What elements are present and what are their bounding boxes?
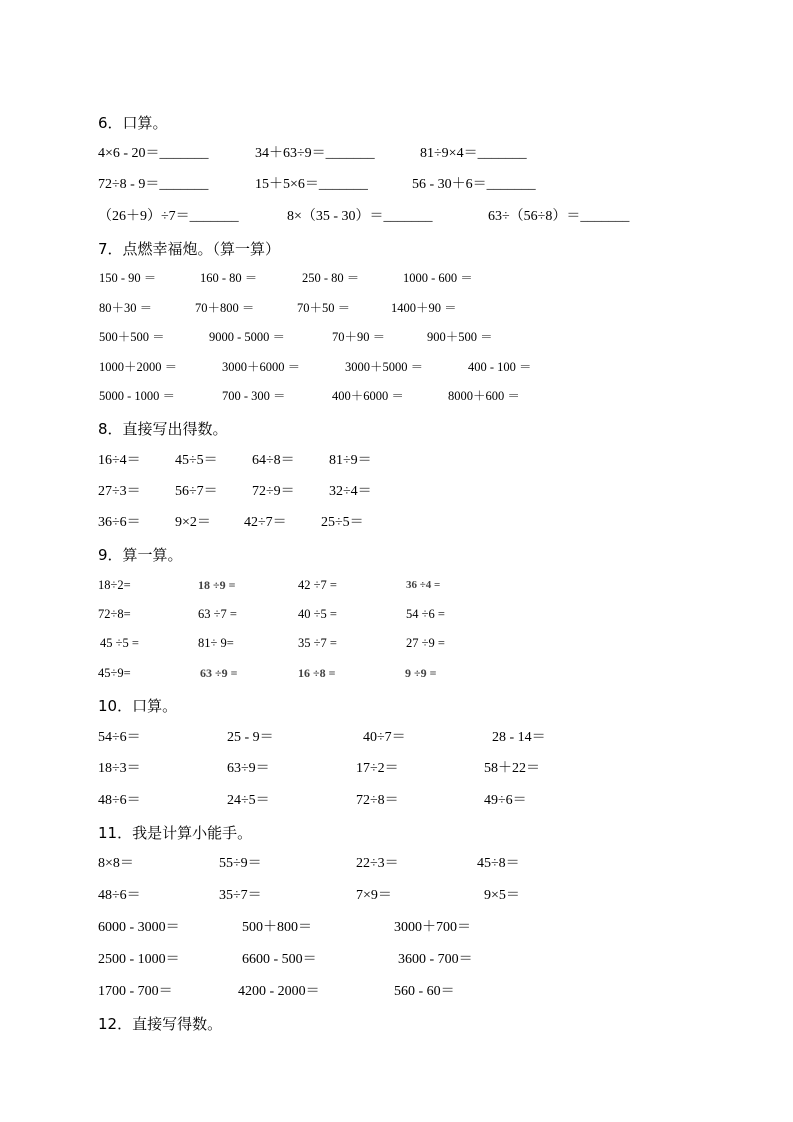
problem: 27 ÷9 = bbox=[406, 636, 445, 650]
section-10-row bbox=[0, 760, 793, 778]
problem: 150 - 90 ＝ bbox=[99, 271, 157, 285]
problem: 34＋63÷9＝_______ bbox=[255, 146, 375, 161]
problem: 8000＋600 ＝ bbox=[448, 389, 520, 403]
problem: 18 ÷9 = bbox=[198, 578, 236, 592]
problem: 2500 - 1000＝ bbox=[98, 952, 180, 967]
problem: 500＋500 ＝ bbox=[99, 330, 165, 344]
problem: 9000 - 5000 ＝ bbox=[209, 330, 286, 344]
problem: 64÷8＝ bbox=[252, 453, 295, 468]
problem: 36 ÷4 = bbox=[406, 579, 441, 591]
section-8-row bbox=[0, 483, 793, 501]
problem: （26＋9）÷7＝_______ bbox=[98, 209, 239, 224]
problem: 49÷6＝ bbox=[484, 793, 527, 808]
problem: 1400＋90 ＝ bbox=[391, 301, 457, 315]
problem: 32÷4＝ bbox=[329, 484, 372, 499]
problem: 63 ÷9 = bbox=[200, 666, 238, 680]
problem: 1000 - 600 ＝ bbox=[403, 271, 473, 285]
problem: 250 - 80 ＝ bbox=[302, 271, 360, 285]
section-10-heading: 10．口算。 bbox=[98, 697, 178, 715]
problem: 48÷6＝ bbox=[98, 793, 141, 808]
problem: 7×9＝ bbox=[356, 888, 392, 903]
section-7-row bbox=[0, 387, 793, 405]
problem: 54 ÷6 = bbox=[406, 607, 445, 621]
problem: 16÷4＝ bbox=[98, 453, 141, 468]
section-6-row bbox=[0, 208, 793, 226]
problem: 3000＋6000 ＝ bbox=[222, 360, 301, 374]
problem: 48÷6＝ bbox=[98, 888, 141, 903]
problem: 81÷9＝ bbox=[329, 453, 372, 468]
section-7-row bbox=[0, 358, 793, 376]
problem: 22÷3＝ bbox=[356, 856, 399, 871]
problem: 6600 - 500＝ bbox=[242, 952, 317, 967]
problem: 4×6 - 20＝_______ bbox=[98, 146, 209, 161]
problem: 42÷7＝ bbox=[244, 515, 287, 530]
section-11-row bbox=[0, 951, 793, 969]
section-7-heading: 7．点燃幸福炮。（算一算） bbox=[98, 240, 281, 258]
section-10-row bbox=[0, 729, 793, 747]
section-11-row bbox=[0, 919, 793, 937]
problem: 1000＋2000 ＝ bbox=[99, 360, 178, 374]
problem: 700 - 300 ＝ bbox=[222, 389, 286, 403]
problem: 63÷（56÷8）＝_______ bbox=[488, 209, 630, 224]
problem: 45÷5＝ bbox=[175, 453, 218, 468]
problem: 35÷7＝ bbox=[219, 888, 262, 903]
section-9-heading: 9．算一算。 bbox=[98, 546, 183, 564]
problem: 6000 - 3000＝ bbox=[98, 920, 180, 935]
problem: 27÷3＝ bbox=[98, 484, 141, 499]
section-8-row bbox=[0, 514, 793, 532]
section-10-row bbox=[0, 792, 793, 810]
problem: 81÷9×4＝_______ bbox=[420, 146, 527, 161]
problem: 5000 - 1000 ＝ bbox=[99, 389, 176, 403]
problem: 160 - 80 ＝ bbox=[200, 271, 258, 285]
problem: 54÷6＝ bbox=[98, 730, 141, 745]
problem: 17÷2＝ bbox=[356, 761, 399, 776]
section-6-row bbox=[0, 176, 793, 194]
problem: 900＋500 ＝ bbox=[427, 330, 493, 344]
section-9-row bbox=[0, 576, 793, 594]
section-9-row bbox=[0, 605, 793, 623]
problem: 25÷5＝ bbox=[321, 515, 364, 530]
problem: 9 ÷9 = bbox=[405, 666, 437, 680]
section-9-row bbox=[0, 634, 793, 652]
section-7-row bbox=[0, 269, 793, 287]
problem: 8×（35 - 30）＝_______ bbox=[287, 209, 433, 224]
problem: 72÷8= bbox=[98, 607, 131, 621]
problem: 58＋22＝ bbox=[484, 761, 540, 776]
section-11-row bbox=[0, 855, 793, 873]
problem: 3600 - 700＝ bbox=[398, 952, 473, 967]
problem: 9×2＝ bbox=[175, 515, 211, 530]
problem: 18÷3＝ bbox=[98, 761, 141, 776]
problem: 63÷9＝ bbox=[227, 761, 270, 776]
problem: 70＋800 ＝ bbox=[195, 301, 255, 315]
problem: 40÷7＝ bbox=[363, 730, 406, 745]
problem: 63 ÷7 = bbox=[198, 607, 237, 621]
problem: 40 ÷5 = bbox=[298, 607, 337, 621]
problem: 28 - 14＝ bbox=[492, 730, 546, 745]
problem: 15＋5×6＝_______ bbox=[255, 177, 368, 192]
section-11-row bbox=[0, 983, 793, 1001]
section-11-heading: 11．我是计算小能手。 bbox=[98, 824, 253, 842]
problem: 8×8＝ bbox=[98, 856, 134, 871]
problem: 80＋30 ＝ bbox=[99, 301, 153, 315]
problem: 72÷8＝ bbox=[356, 793, 399, 808]
problem: 81÷ 9= bbox=[198, 636, 234, 650]
problem: 3000＋700＝ bbox=[394, 920, 471, 935]
section-12-heading: 12．直接写得数。 bbox=[98, 1015, 223, 1033]
problem: 45 ÷5 = bbox=[100, 636, 139, 650]
problem: 42 ÷7 = bbox=[298, 578, 337, 592]
problem: 56 - 30＋6＝_______ bbox=[412, 177, 536, 192]
problem: 45÷9= bbox=[98, 666, 131, 680]
problem: 500＋800＝ bbox=[242, 920, 312, 935]
problem: 16 ÷8 = bbox=[298, 666, 336, 680]
problem: 45÷8＝ bbox=[477, 856, 520, 871]
section-8-row bbox=[0, 452, 793, 470]
section-9-row bbox=[0, 664, 793, 682]
problem: 18÷2= bbox=[98, 578, 131, 592]
section-8-heading: 8．直接写出得数。 bbox=[98, 420, 228, 438]
section-6-row bbox=[0, 145, 793, 163]
problem: 70＋90 ＝ bbox=[332, 330, 386, 344]
problem: 24÷5＝ bbox=[227, 793, 270, 808]
problem: 25 - 9＝ bbox=[227, 730, 274, 745]
section-7-row bbox=[0, 299, 793, 317]
problem: 3000＋5000 ＝ bbox=[345, 360, 424, 374]
problem: 400 - 100 ＝ bbox=[468, 360, 532, 374]
problem: 9×5＝ bbox=[484, 888, 520, 903]
problem: 1700 - 700＝ bbox=[98, 984, 173, 999]
section-11-row bbox=[0, 887, 793, 905]
problem: 72÷9＝ bbox=[252, 484, 295, 499]
problem: 70＋50 ＝ bbox=[297, 301, 351, 315]
problem: 4200 - 2000＝ bbox=[238, 984, 320, 999]
problem: 400＋6000 ＝ bbox=[332, 389, 404, 403]
problem: 35 ÷7 = bbox=[298, 636, 337, 650]
section-6-heading: 6．口算。 bbox=[98, 114, 168, 132]
problem: 72÷8 - 9＝_______ bbox=[98, 177, 209, 192]
problem: 36÷6＝ bbox=[98, 515, 141, 530]
problem: 560 - 60＝ bbox=[394, 984, 455, 999]
problem: 55÷9＝ bbox=[219, 856, 262, 871]
section-7-row bbox=[0, 328, 793, 346]
problem: 56÷7＝ bbox=[175, 484, 218, 499]
